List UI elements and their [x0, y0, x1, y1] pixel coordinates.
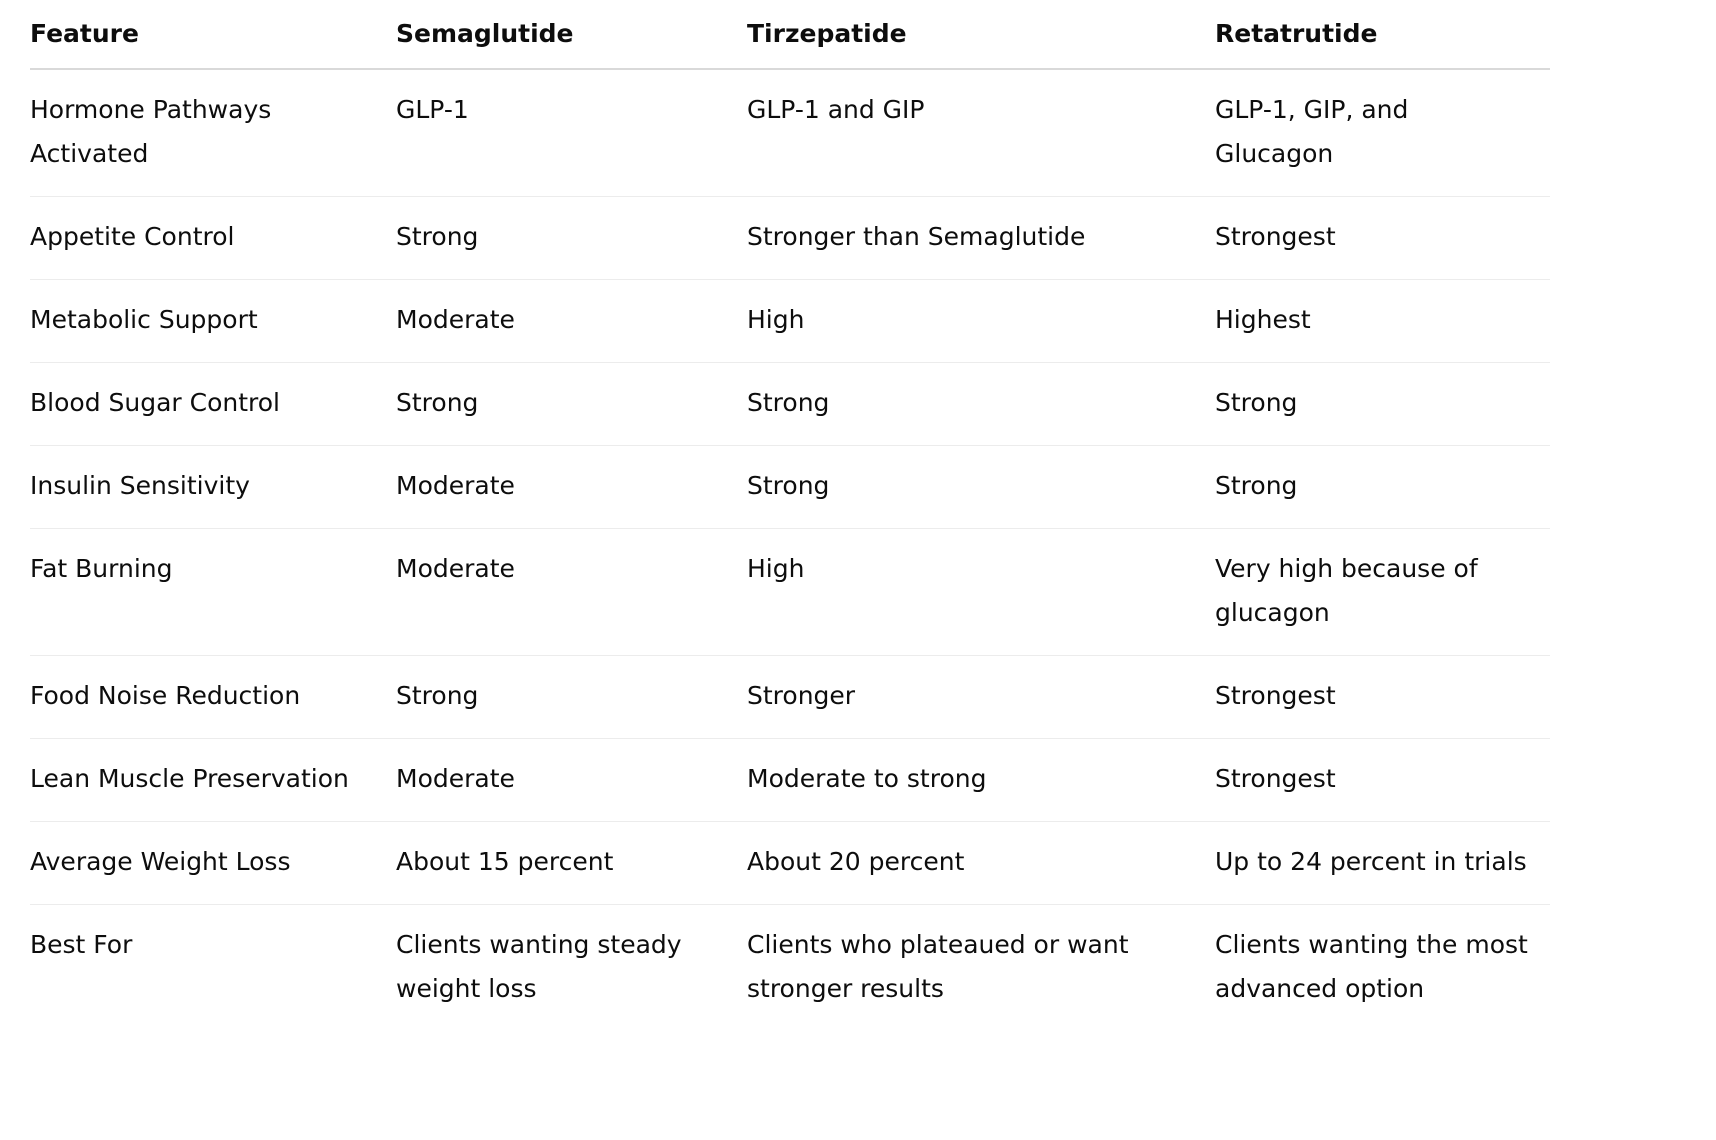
- retatrutide-cell: Strongest: [1215, 197, 1550, 280]
- semaglutide-cell: Moderate: [396, 280, 747, 363]
- semaglutide-cell: Strong: [396, 656, 747, 739]
- semaglutide-cell: Moderate: [396, 529, 747, 656]
- feature-cell: Food Noise Reduction: [30, 656, 396, 739]
- retatrutide-cell: Strongest: [1215, 739, 1550, 822]
- table-row: [30, 363, 1550, 446]
- table-row: [30, 822, 1550, 905]
- comparison-table-container: [30, 0, 1550, 1031]
- semaglutide-cell: Strong: [396, 363, 747, 446]
- semaglutide-cell: Moderate: [396, 446, 747, 529]
- retatrutide-cell: Highest: [1215, 280, 1550, 363]
- feature-cell: Appetite Control: [30, 197, 396, 280]
- feature-cell: Hormone Pathways Activated: [30, 69, 396, 197]
- comparison-table: [30, 0, 1550, 1031]
- semaglutide-cell: About 15 percent: [396, 822, 747, 905]
- retatrutide-cell: Strong: [1215, 446, 1550, 529]
- feature-cell: Average Weight Loss: [30, 822, 396, 905]
- tirzepatide-cell: GLP-1 and GIP: [747, 69, 1215, 197]
- tirzepatide-cell: Clients who plateaued or want stronger results: [747, 930, 1129, 1003]
- header-semaglutide: Semaglutide: [396, 0, 747, 69]
- table-row: [30, 905, 1550, 1032]
- header-tirzepatide: Tirzepatide: [747, 0, 1215, 69]
- feature-cell: Best For: [30, 930, 133, 959]
- table-row: [30, 656, 1550, 739]
- feature-cell: Insulin Sensitivity: [30, 446, 396, 529]
- tirzepatide-cell: Strong: [747, 446, 1215, 529]
- table-row: [30, 280, 1550, 363]
- header-feature: Feature: [30, 0, 396, 69]
- retatrutide-cell: Strong: [1215, 363, 1550, 446]
- table-row: [30, 529, 1550, 656]
- retatrutide-cell: Up to 24 percent in trials: [1215, 822, 1550, 905]
- table-header-row: [30, 0, 1550, 69]
- retatrutide-cell: Clients wanting the most advanced option: [1215, 930, 1528, 1003]
- tirzepatide-cell: Moderate to strong: [747, 739, 1215, 822]
- semaglutide-cell: Strong: [396, 197, 747, 280]
- tirzepatide-cell: Stronger than Semaglutide: [747, 197, 1215, 280]
- tirzepatide-cell: High: [747, 280, 1215, 363]
- feature-cell: Lean Muscle Preservation: [30, 739, 396, 822]
- table-row: [30, 739, 1550, 822]
- feature-cell: Metabolic Support: [30, 280, 396, 363]
- semaglutide-cell: Clients wanting steady weight loss: [396, 930, 682, 1003]
- table-row: [30, 69, 1550, 197]
- tirzepatide-cell: High: [747, 529, 1215, 656]
- table-row: [30, 197, 1550, 280]
- retatrutide-cell: GLP-1, GIP, and Glucagon: [1215, 69, 1550, 197]
- semaglutide-cell: GLP-1: [396, 69, 747, 197]
- feature-cell: Fat Burning: [30, 529, 396, 656]
- retatrutide-cell: Very high because of glucagon: [1215, 529, 1550, 656]
- table-row: [30, 446, 1550, 529]
- semaglutide-cell: Moderate: [396, 739, 747, 822]
- tirzepatide-cell: About 20 percent: [747, 822, 1215, 905]
- header-retatrutide: Retatrutide: [1215, 0, 1550, 69]
- retatrutide-cell: Strongest: [1215, 656, 1550, 739]
- feature-cell: Blood Sugar Control: [30, 363, 396, 446]
- tirzepatide-cell: Stronger: [747, 656, 1215, 739]
- tirzepatide-cell: Strong: [747, 363, 1215, 446]
